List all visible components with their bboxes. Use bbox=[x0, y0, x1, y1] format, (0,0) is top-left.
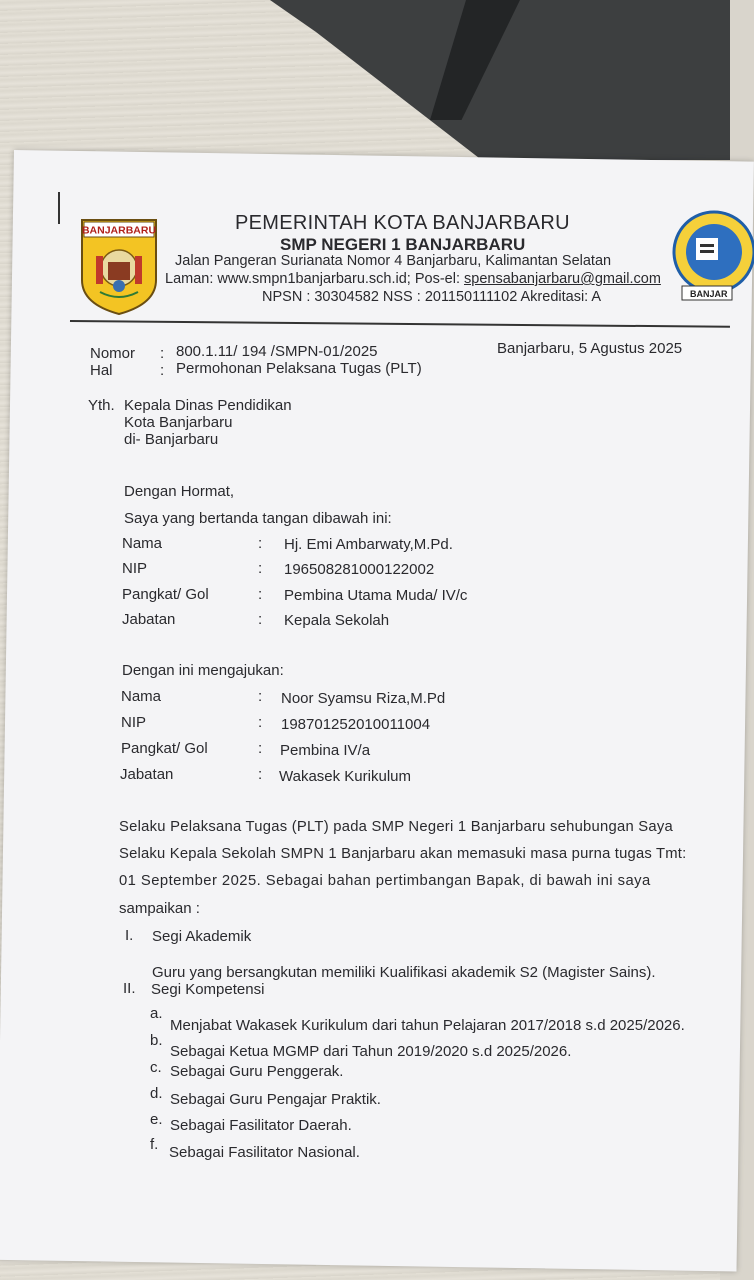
item-letter: e. bbox=[150, 1111, 163, 1128]
signer-value: 196508281000122002 bbox=[284, 561, 435, 578]
signer-label: Pangkat/ Gol bbox=[122, 586, 209, 603]
colon: : bbox=[258, 714, 263, 731]
email-link[interactable]: spensabanjarbaru@gmail.com bbox=[464, 271, 661, 287]
paragraph-line: Selaku Kepala Sekolah SMPN 1 Banjarbaru akan memasuki masa purna tugas Tmt: bbox=[119, 846, 687, 862]
logo-left-text: BANJARBARU bbox=[81, 224, 157, 237]
signer-label: Jabatan bbox=[122, 611, 176, 628]
nominee-label: Nama bbox=[121, 688, 162, 705]
item-letter: b. bbox=[150, 1032, 163, 1049]
nominee-value: 198701252010011004 bbox=[281, 716, 431, 733]
item-letter: f. bbox=[150, 1136, 159, 1153]
paragraph-line: Selaku Pelaksana Tugas (PLT) pada SMP Negeri 1 Banjarbaru sehubungan Saya bbox=[119, 819, 674, 835]
school-ids: NPSN : 30304582 NSS : 201150111102 Akreditasi: A bbox=[262, 289, 602, 305]
signer-value: Hj. Emi Ambarwaty,M.Pd. bbox=[284, 536, 453, 553]
colon: : bbox=[258, 688, 263, 705]
hal-value: Permohonan Pelaksana Tugas (PLT) bbox=[176, 360, 422, 377]
web-prefix: Laman: www.smpn1banjarbaru.sch.id; Pos-el: bbox=[165, 271, 465, 287]
place-date: Banjarbaru, 5 Agustus 2025 bbox=[497, 340, 683, 357]
colon: : bbox=[258, 611, 263, 628]
school-address: Jalan Pangeran Surianata Nomor 4 Banjarbaru, Kalimantan Selatan bbox=[175, 253, 612, 269]
signer-value: Kepala Sekolah bbox=[284, 612, 390, 629]
nominee-label: Pangkat/ Gol bbox=[121, 740, 208, 757]
colon: : bbox=[258, 535, 263, 552]
paragraph-line: sampaikan : bbox=[119, 900, 200, 917]
signer-label: Nama bbox=[122, 535, 163, 552]
colon: : bbox=[258, 560, 263, 577]
section1-text: Guru yang bersangkutan memiliki Kualifikasi akademik S2 (Magister Sains). bbox=[152, 964, 656, 981]
colon: : bbox=[258, 586, 263, 603]
item-text: Sebagai Guru Penggerak. bbox=[170, 1063, 344, 1080]
yth-label: Yth. bbox=[88, 397, 115, 414]
hal-label: Hal bbox=[90, 362, 113, 379]
colon: : bbox=[258, 766, 263, 783]
nomor-value: 800.1.11/ 194 /SMPN-01/2025 bbox=[176, 343, 378, 360]
banjarbaru-crest-logo bbox=[80, 218, 158, 316]
item-letter: d. bbox=[150, 1085, 163, 1102]
item-text: Menjabat Wakasek Kurikulum dari tahun Pelajaran 2017/2018 s.d 2025/2026. bbox=[170, 1017, 685, 1034]
item-letter: a. bbox=[150, 1005, 163, 1022]
signer-value: Pembina Utama Muda/ IV/c bbox=[284, 587, 468, 604]
intro-text: Saya yang bertanda tangan dibawah ini: bbox=[124, 510, 392, 527]
nominee-label: Jabatan bbox=[120, 766, 174, 783]
colon: : bbox=[160, 362, 165, 379]
pen-mark bbox=[58, 192, 60, 224]
recipient-line1: Kepala Dinas Pendidikan bbox=[124, 397, 292, 414]
school-name: SMP NEGERI 1 BANJARBARU bbox=[280, 235, 526, 254]
school-crest-logo bbox=[668, 208, 728, 308]
item-text: Sebagai Fasilitator Daerah. bbox=[170, 1117, 352, 1134]
nominee-value: Pembina IV/a bbox=[280, 742, 371, 759]
recipient-line2: Kota Banjarbaru bbox=[124, 414, 233, 431]
section2-title: Segi Kompetensi bbox=[151, 981, 265, 998]
propose-intro: Dengan ini mengajukan: bbox=[122, 662, 284, 679]
section2-number: II. bbox=[123, 980, 136, 997]
logo-right-text: BANJAR bbox=[690, 289, 728, 299]
item-text: Sebagai Ketua MGMP dari Tahun 2019/2020 s.d 2025/2026. bbox=[170, 1043, 572, 1060]
contact-line bbox=[165, 271, 661, 287]
nominee-label: NIP bbox=[121, 714, 147, 731]
item-text: Sebagai Fasilitator Nasional. bbox=[169, 1144, 360, 1161]
gov-title: PEMERINTAH KOTA BANJARBARU bbox=[235, 212, 570, 234]
section1-number: I. bbox=[125, 927, 134, 944]
item-text: Sebagai Guru Pengajar Praktik. bbox=[170, 1091, 381, 1108]
greeting: Dengan Hormat, bbox=[124, 483, 235, 500]
signer-label: NIP bbox=[122, 560, 148, 577]
item-letter: c. bbox=[150, 1059, 162, 1076]
colon: : bbox=[258, 740, 263, 757]
section1-title: Segi Akademik bbox=[152, 928, 252, 945]
recipient-line3: di- Banjarbaru bbox=[124, 431, 219, 448]
colon: : bbox=[160, 345, 165, 362]
nominee-value: Noor Syamsu Riza,M.Pd bbox=[281, 690, 446, 707]
nominee-value: Wakasek Kurikulum bbox=[279, 768, 411, 785]
nomor-label: Nomor bbox=[90, 345, 136, 362]
paragraph-line: 01 September 2025. Sebagai bahan pertimbangan Bapak, di bawah ini saya bbox=[119, 873, 651, 889]
